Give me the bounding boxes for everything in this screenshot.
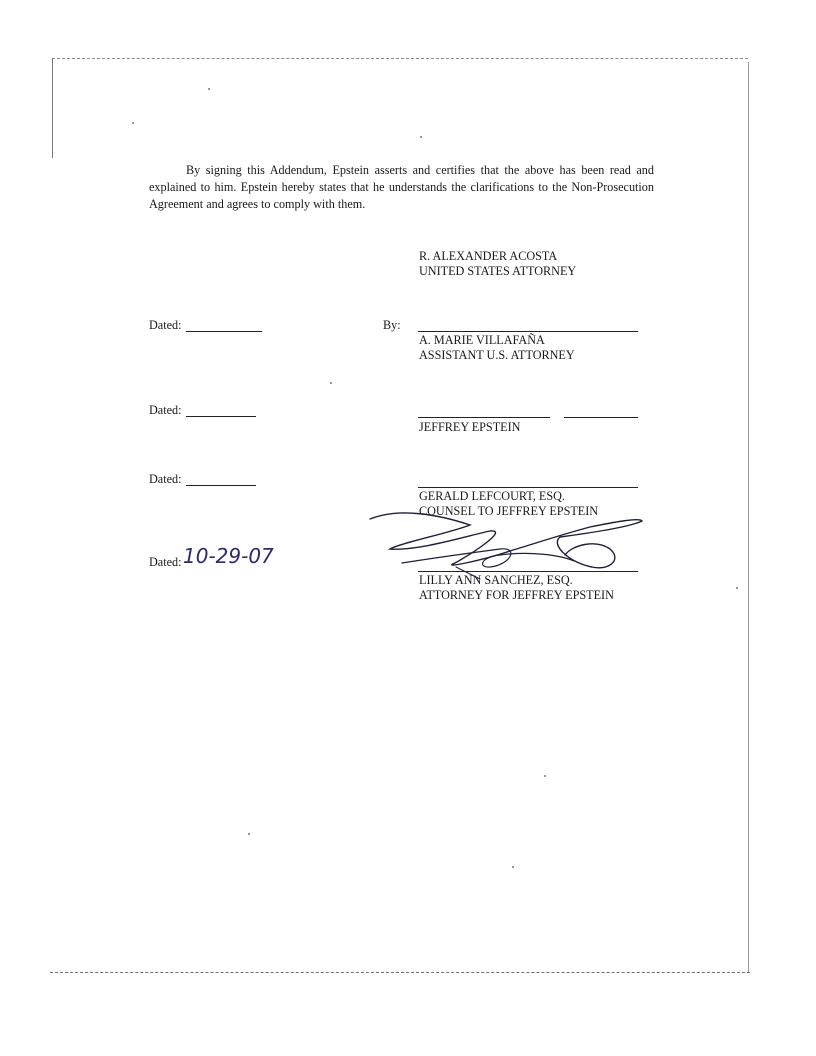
scan-border-bottom bbox=[50, 972, 750, 973]
scan-speck bbox=[248, 833, 250, 835]
dated-label: Dated: bbox=[149, 403, 182, 417]
signer-name: JEFFREY EPSTEIN bbox=[419, 420, 521, 434]
dated-label: Dated: bbox=[149, 472, 182, 486]
scan-speck bbox=[132, 122, 134, 124]
signature-line bbox=[564, 417, 638, 418]
signer-title: ASSISTANT U.S. ATTORNEY bbox=[419, 348, 575, 362]
certification-paragraph: By signing this Addendum, Epstein asserts and certifies that the above has been read and explained to him. Epstein hereby states that he understands the clarifications to the Non-Prosecution Agreement and agrees to comply with them. bbox=[149, 163, 654, 211]
scan-border-left bbox=[52, 58, 53, 158]
scan-speck bbox=[544, 775, 546, 777]
scan-speck bbox=[736, 587, 738, 589]
scan-border-top bbox=[52, 58, 748, 59]
date-line bbox=[186, 416, 256, 417]
dated-label: Dated: bbox=[149, 318, 182, 332]
signature-line bbox=[418, 331, 638, 332]
date-line bbox=[186, 331, 262, 332]
scan-speck bbox=[208, 88, 210, 90]
signature-line bbox=[418, 417, 550, 418]
by-label: By: bbox=[383, 318, 401, 332]
signer-name: LILLY ANN SANCHEZ, ESQ. bbox=[419, 573, 573, 587]
scan-speck bbox=[512, 866, 514, 868]
signer-name: A. MARIE VILLAFAÑA bbox=[419, 333, 545, 347]
attorney-name: R. ALEXANDER ACOSTA bbox=[419, 249, 558, 263]
scan-speck bbox=[420, 136, 422, 138]
handwritten-date: 10-29-07 bbox=[183, 544, 274, 568]
handwritten-signature bbox=[360, 505, 650, 585]
signer-title: ATTORNEY FOR JEFFREY EPSTEIN bbox=[419, 588, 614, 602]
scan-border-right bbox=[748, 62, 749, 972]
dated-label: Dated: bbox=[149, 555, 182, 569]
signer-name: GERALD LEFCOURT, ESQ. bbox=[419, 489, 565, 503]
attorney-title: UNITED STATES ATTORNEY bbox=[419, 264, 577, 278]
signer-title: COUNSEL TO JEFFREY EPSTEIN bbox=[419, 504, 599, 518]
date-line bbox=[186, 485, 256, 486]
signature-line bbox=[418, 487, 638, 488]
scan-speck bbox=[330, 382, 332, 384]
